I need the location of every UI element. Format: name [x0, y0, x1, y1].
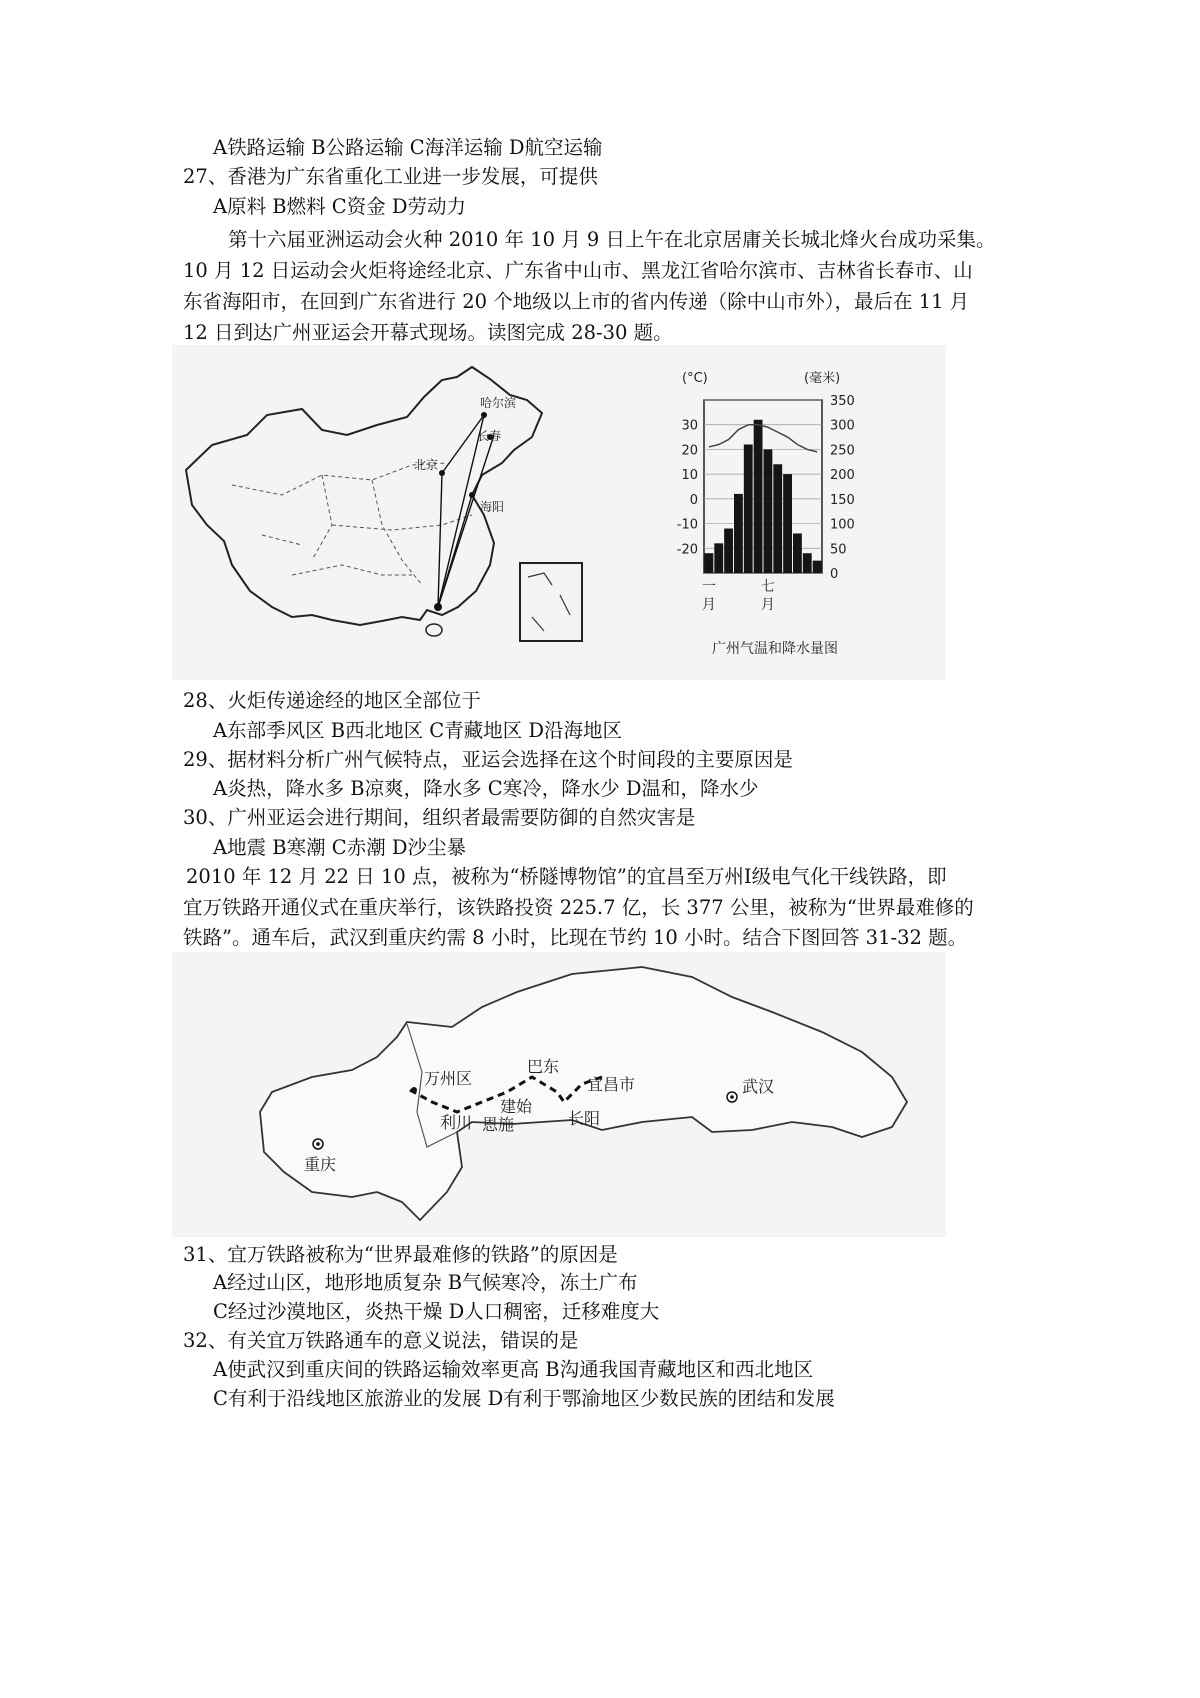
q32-options-cd: C有利于沿线地区旅游业的发展 D有利于鄂渝地区少数民族的团结和发展 [213, 1387, 835, 1410]
precipitation-bar [724, 529, 733, 573]
q28-options: A东部季风区 B西北地区 C青藏地区 D沿海地区 [213, 719, 623, 742]
right-axis-tick-label: 50 [830, 542, 847, 558]
figure-yiwan-railway [172, 952, 946, 1237]
left-axis-tick-label: -10 [676, 517, 698, 533]
label-harbin: 哈尔滨 [480, 396, 517, 410]
precipitation-bar [754, 420, 763, 573]
label-beijing: 北京 [414, 458, 439, 472]
question-29: 29、据材料分析广州气候特点，亚运会选择在这个时间段的主要原因是 [183, 748, 793, 771]
label-enshi: 恩施 [482, 1115, 515, 1134]
hubei-chongqing-outline [260, 967, 907, 1220]
province-borders [232, 463, 472, 585]
south-china-sea-inset [520, 563, 582, 641]
q31-options-cd: C经过沙漠地区，炎热干燥 D人口稠密，迁移难度大 [213, 1300, 660, 1323]
right-axis-tick-label: 350 [830, 394, 855, 409]
left-axis-tick-label: 0 [689, 492, 698, 508]
passage-2-line-1: 2010 年 12 月 22 日 10 点，被称为“桥隧博物馆”的宜昌至万州Ⅰ级电气化干线铁路，即 [186, 865, 947, 888]
q32-options-ab: A使武汉到重庆间的铁路运输效率更高 B沟通我国青藏地区和西北地区 [213, 1358, 814, 1381]
precipitation-bar [783, 474, 792, 573]
x-axis-tick-label: 月 [701, 597, 716, 613]
label-badong: 巴东 [527, 1057, 560, 1076]
label-haiyang: 海阳 [480, 500, 505, 514]
temperature-line [709, 425, 817, 452]
label-changyang: 长阳 [568, 1109, 601, 1128]
precipitation-bar [705, 553, 714, 573]
passage-1-line-4: 12 日到达广州亚运会开幕式现场。读图完成 28-30 题。 [183, 321, 673, 344]
right-axis-tick-label: 100 [830, 517, 855, 533]
left-axis-tick-label: -20 [676, 542, 698, 558]
left-axis-tick-label: 30 [681, 418, 698, 434]
question-31: 31、宜万铁路被称为“世界最难修的铁路”的原因是 [183, 1243, 618, 1266]
figure-1-svg [172, 345, 946, 680]
passage-2-line-2: 宜万铁路开通仪式在重庆举行，该铁路投资 225.7 亿，长 377 公里，被称为“世界最难修的 [183, 896, 974, 919]
label-lichuan: 利川 [440, 1113, 473, 1132]
right-axis-tick-label: 200 [830, 468, 855, 484]
precipitation-bar [734, 494, 743, 573]
x-axis-tick-label: 月 [760, 597, 775, 613]
left-axis-tick-label: 20 [681, 443, 698, 459]
precipitation-bar [744, 444, 753, 573]
label-yichang: 宜昌市 [587, 1075, 636, 1094]
precipitation-bar [793, 533, 802, 573]
label-changchun: 长春 [477, 429, 502, 443]
label-chongqing: 重庆 [304, 1155, 337, 1174]
inset-coastline [528, 573, 570, 631]
precipitation-bar [803, 553, 812, 573]
q29-options: A炎热，降水多 B凉爽，降水多 C寒冷，降水少 D温和，降水少 [213, 777, 759, 800]
chart-right-unit: (毫米) [804, 371, 841, 386]
label-jianshi: 建始 [500, 1097, 533, 1116]
right-axis-tick-label: 150 [830, 492, 855, 508]
question-30: 30、广州亚运会进行期间，组织者最需要防御的自然灾害是 [183, 806, 696, 829]
precipitation-bar [764, 449, 773, 573]
figure-2-svg [172, 952, 946, 1237]
passage-1-line-2: 10 月 12 日运动会火炬将途经北京、广东省中山市、黑龙江省哈尔滨市、吉林省长春市、山 [183, 259, 973, 282]
q26-options: A铁路运输 B公路运输 C海洋运输 D航空运输 [213, 136, 603, 159]
label-wuhan: 武汉 [742, 1077, 775, 1096]
precipitation-bar [714, 543, 723, 573]
question-27: 27、香港为广东省重化工业进一步发展，可提供 [183, 165, 598, 188]
question-32: 32、有关宜万铁路通车的意义说法，错误的是 [183, 1329, 579, 1352]
x-axis-tick-label: 七 [760, 579, 775, 595]
passage-1-line-1: 第十六届亚洲运动会火种 2010 年 10 月 9 日上午在北京居庸关长城北烽火台成功采集。 [228, 228, 996, 251]
label-wanzhou: 万州区 [424, 1069, 473, 1088]
left-axis-tick-label: 10 [681, 468, 698, 484]
chart-title: 广州气温和降水量图 [712, 641, 838, 657]
right-axis-tick-label: 250 [830, 443, 855, 459]
precipitation-bar [773, 464, 782, 573]
q27-options: A原料 B燃料 C资金 D劳动力 [213, 195, 467, 218]
question-28: 28、火炬传递途经的地区全部位于 [183, 689, 481, 712]
q31-options-ab: A经过山区，地形地质复杂 B气候寒冷，冻土广布 [213, 1271, 638, 1294]
right-axis-tick-label: 300 [830, 418, 855, 434]
passage-1-line-3: 东省海阳市，在回到广东省进行 20 个地级以上市的省内传递（除中山市外），最后在 11 月 [183, 290, 970, 313]
passage-2-line-3: 铁路”。通车后，武汉到重庆约需 8 小时，比现在节约 10 小时。结合下图回答 31-32 题。 [183, 926, 968, 949]
precipitation-bar [813, 561, 822, 573]
climate-chart [677, 370, 855, 657]
x-axis-tick-label: 一 [701, 579, 716, 595]
right-axis-tick-label: 0 [830, 567, 839, 582]
figure-torch-route-and-climate [172, 345, 946, 680]
chart-left-unit: (°C) [682, 371, 708, 386]
q30-options: A地震 B寒潮 C赤潮 D沙尘暴 [213, 836, 467, 859]
hainan-island [426, 624, 442, 636]
